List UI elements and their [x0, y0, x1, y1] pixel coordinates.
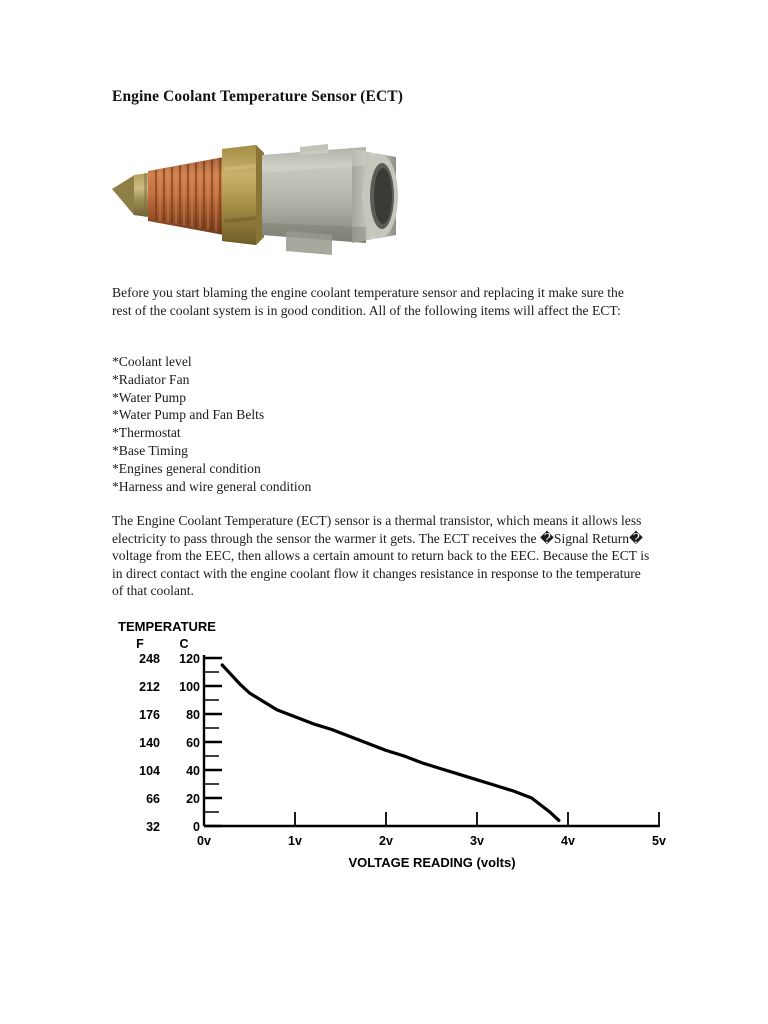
list-item: *Coolant level — [112, 354, 192, 369]
checklist — [112, 353, 311, 495]
y-tick-f: 32 — [146, 820, 160, 834]
intro-paragraph: Before you start blaming the engine coolant temperature sensor and replacing it make sure the rest of the coolant system is in good condition. All of the following items will affect the ECT: — [112, 285, 624, 318]
x-tick: 0v — [197, 834, 211, 848]
list-item: *Radiator Fan — [112, 371, 190, 387]
x-axis-label: VOLTAGE READING (volts) — [348, 855, 516, 870]
y-tick-f: 176 — [139, 708, 160, 722]
list-item: *Harness and wire general condition — [112, 478, 312, 494]
x-tick: 2v — [379, 834, 393, 848]
temperature-voltage-chart — [112, 617, 672, 879]
y-tick-f: 212 — [139, 680, 160, 694]
y-tick-c: 0 — [193, 820, 200, 834]
x-tick: 1v — [288, 834, 302, 848]
y-tick-c: 60 — [186, 736, 200, 750]
list-item: *Water Pump and Fan Belts — [112, 407, 265, 423]
y-tick-f: 104 — [139, 764, 160, 778]
page-title: Engine Coolant Temperature Sensor (ECT) — [112, 88, 403, 105]
chart-col-header-c: C — [179, 637, 189, 651]
list-item: *Engines general condition — [112, 460, 261, 476]
list-item: *Water Pump — [112, 389, 187, 405]
y-tick-c: 20 — [186, 792, 200, 806]
y-tick-c: 40 — [186, 764, 200, 778]
chart-col-header-f: F — [136, 637, 144, 651]
chart-title: TEMPERATURE — [118, 619, 216, 634]
y-tick-c: 100 — [179, 680, 200, 694]
x-tick: 4v — [561, 834, 575, 848]
description-paragraph: The Engine Coolant Temperature (ECT) sensor is a thermal transistor, which means it allows less electricity to pass through the sensor the warmer it gets. The ECT receives the �Signal Return� voltage from the EEC, then allows a certain amount to return back to the EEC. Because the ECT is in direct contact with the engine coolant flow it changes resistance in response to the temperature of that coolant. — [112, 513, 650, 599]
chart-svg — [112, 617, 672, 879]
sensor-illustration — [104, 131, 410, 259]
y-tick-f: 248 — [139, 652, 160, 666]
x-tick: 5v — [652, 834, 666, 848]
list-item: *Base Timing — [112, 442, 188, 458]
sensor-photo — [104, 131, 410, 259]
y-tick-c: 80 — [186, 708, 200, 722]
y-tick-c: 120 — [179, 652, 200, 666]
y-tick-f: 66 — [146, 792, 160, 806]
list-item: *Thermostat — [112, 425, 181, 441]
x-tick: 3v — [470, 834, 484, 848]
y-tick-f: 140 — [139, 736, 160, 750]
